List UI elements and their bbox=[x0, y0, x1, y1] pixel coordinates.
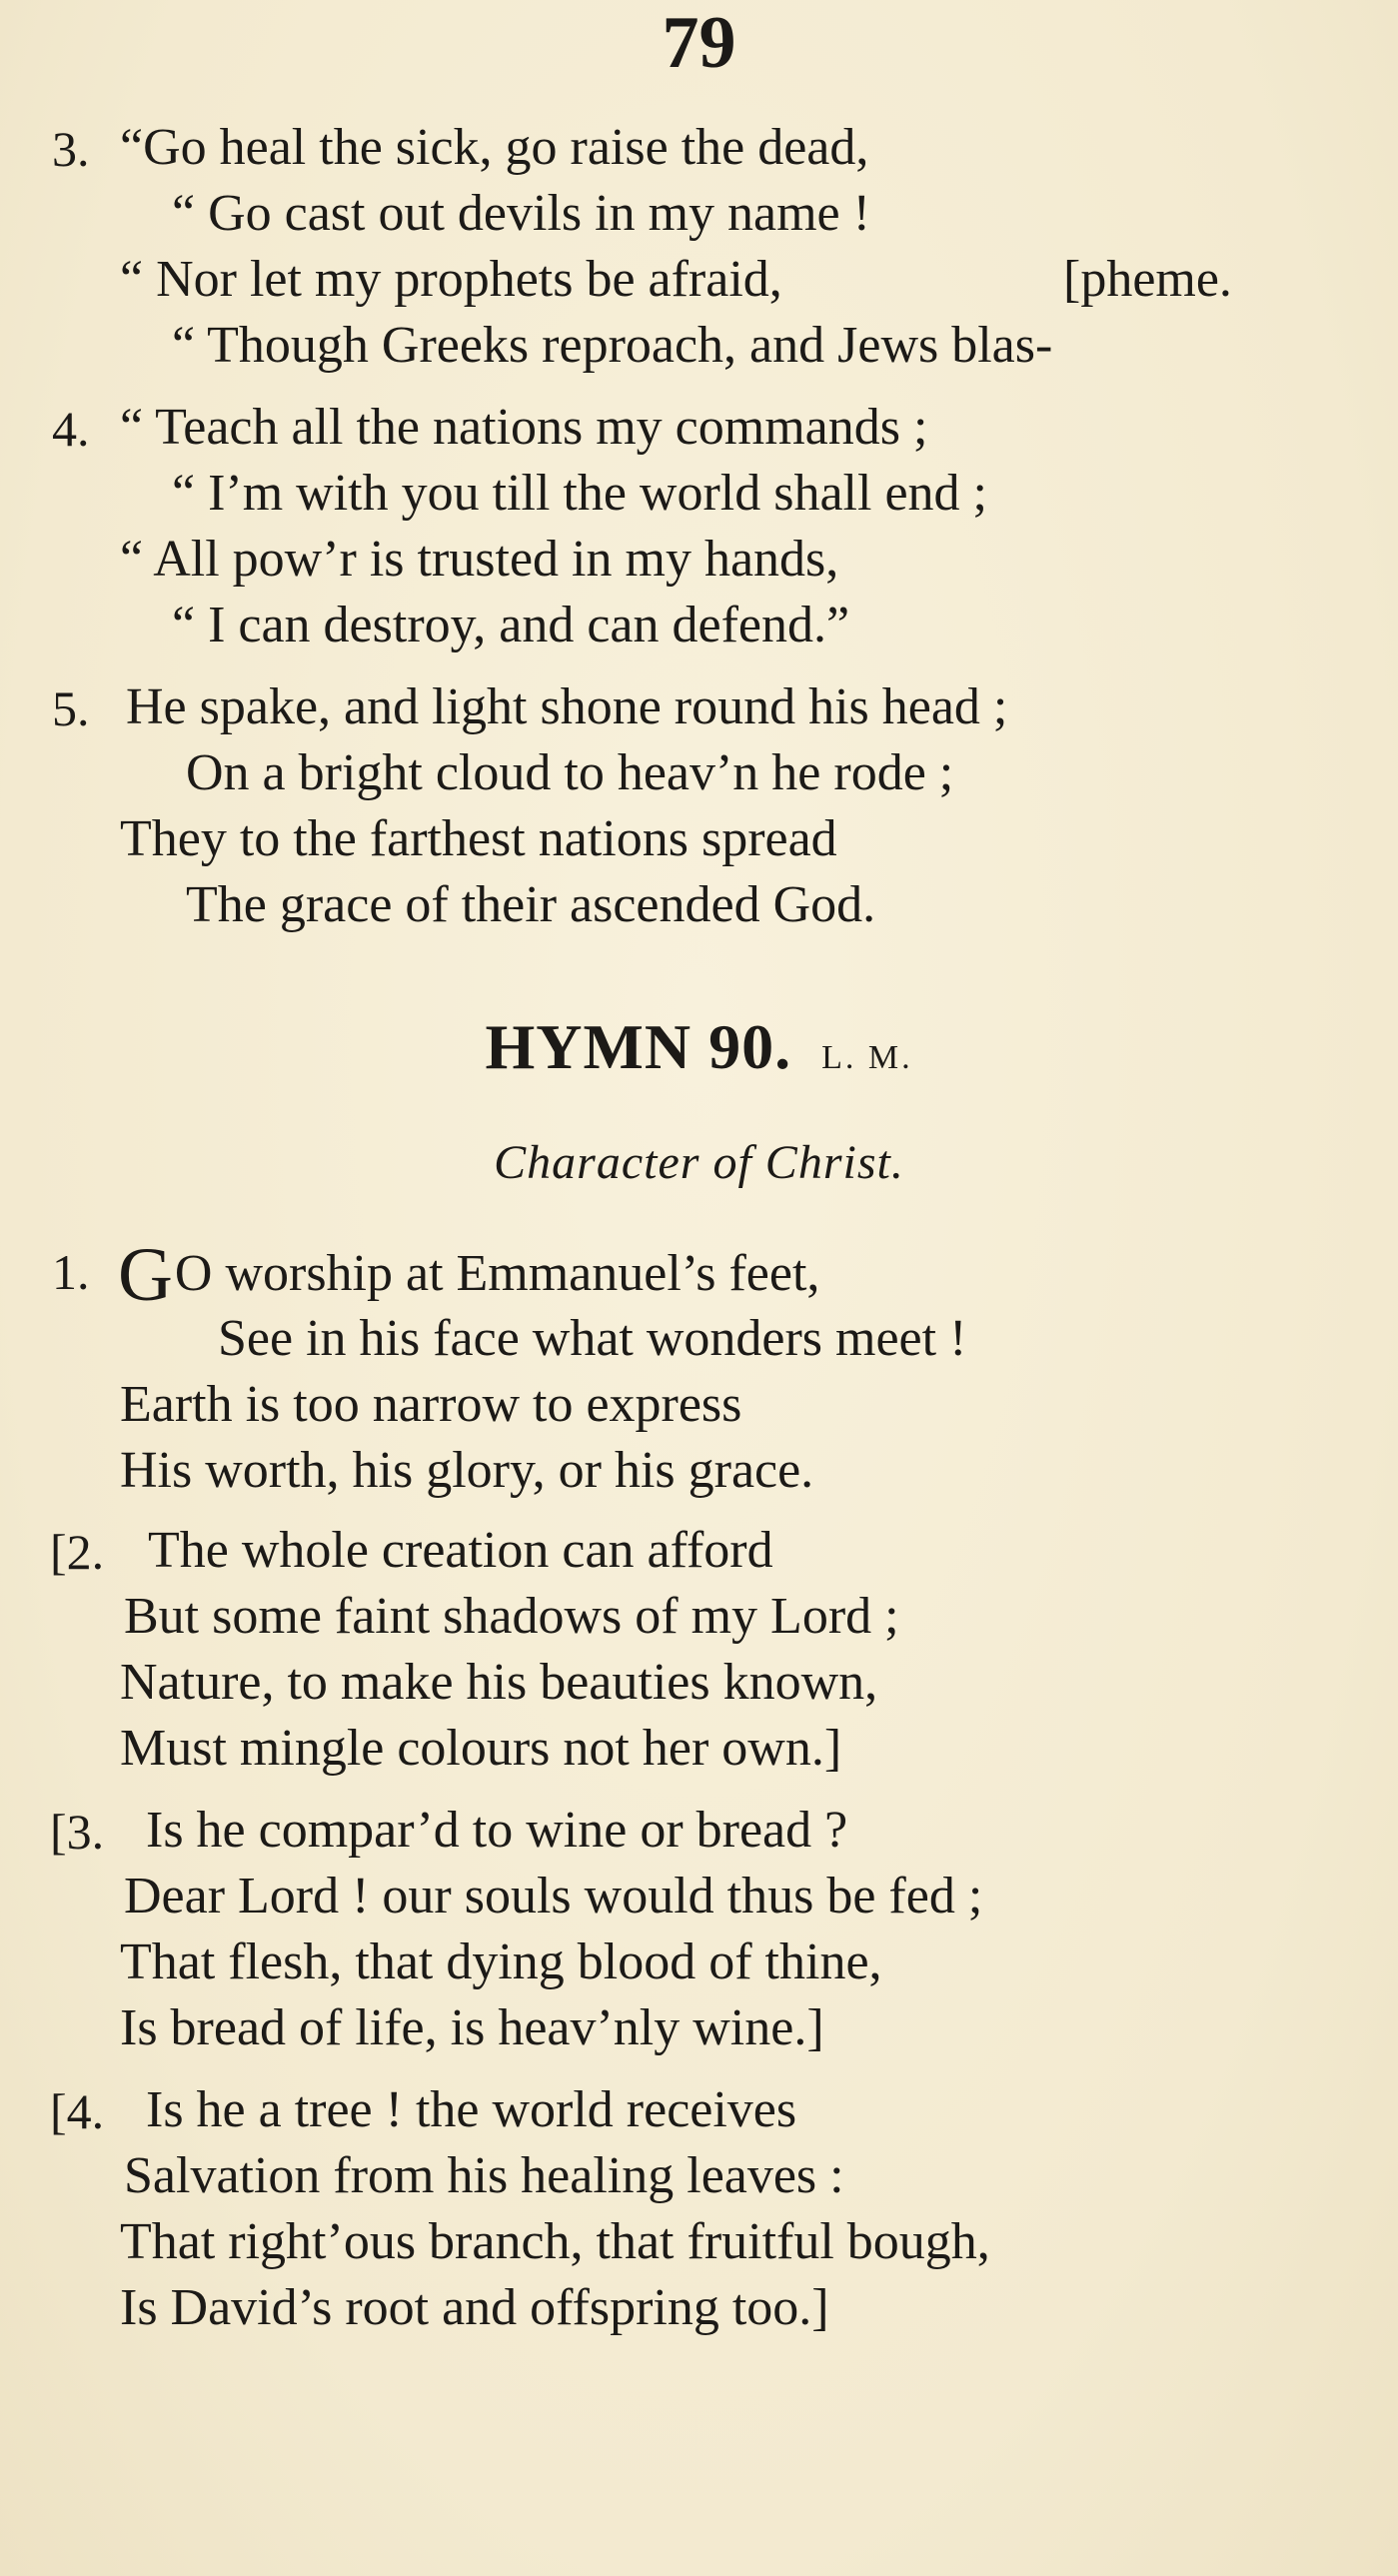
stanza-number: 3. bbox=[52, 121, 90, 177]
verse-line: “ Though Greeks reproach, and Jews blas- bbox=[172, 317, 1053, 374]
verse-line: He spake, and light shone round his head ; bbox=[126, 678, 1008, 735]
hymn-number: HYMN 90. bbox=[485, 1011, 792, 1082]
verse-line: Is he a tree ! the world receives bbox=[146, 2081, 797, 2138]
verse-line: They to the farthest nations spread bbox=[120, 810, 837, 867]
verse-line: The grace of their ascended God. bbox=[186, 876, 876, 933]
verse-line: See in his face what wonders meet ! bbox=[218, 1310, 967, 1367]
verse-line: “ All pow’r is trusted in my hands, bbox=[120, 531, 839, 588]
stanza-number: [4. bbox=[50, 2083, 105, 2139]
stanza-number: 5. bbox=[52, 680, 90, 736]
stanza-number: 1. bbox=[52, 1244, 90, 1300]
verse-line: Salvation from his healing leaves : bbox=[124, 2147, 844, 2204]
verse-line: But some faint shadows of my Lord ; bbox=[124, 1588, 899, 1645]
stanza-number: [3. bbox=[50, 1804, 105, 1860]
drop-cap: G bbox=[118, 1233, 173, 1317]
verse-line: On a bright cloud to heav’n he rode ; bbox=[186, 744, 954, 801]
verse-line: His worth, his glory, or his grace. bbox=[120, 1442, 814, 1499]
verse-line: Is he compar’d to wine or bread ? bbox=[146, 1802, 848, 1859]
verse-line: Is bread of life, is heav’nly wine.] bbox=[120, 1999, 824, 2056]
stanza-number: 4. bbox=[52, 401, 90, 457]
verse-line: Nature, to make his beauties known, bbox=[120, 1654, 878, 1711]
verse-line: The whole creation can afford bbox=[148, 1522, 773, 1579]
verse-line: “ Go cast out devils in my name ! bbox=[172, 185, 870, 242]
verse-line: Dear Lord ! our souls would thus be fed ; bbox=[124, 1868, 983, 1925]
hymn-meter: L. M. bbox=[821, 1039, 913, 1076]
verse-line: “ I’m with you till the world shall end ; bbox=[172, 465, 987, 522]
page-number: 79 bbox=[662, 2, 736, 84]
verse-line: “ I can destroy, and can defend.” bbox=[172, 597, 850, 653]
stanza-number: [2. bbox=[50, 1524, 105, 1580]
hymn-title bbox=[0, 1011, 1398, 1082]
verse-turnover: [pheme. bbox=[1063, 251, 1232, 308]
verse-line: “Go heal the sick, go raise the dead, bbox=[120, 119, 869, 176]
verse-line: Earth is too narrow to express bbox=[120, 1376, 742, 1433]
verse-line: Is David’s root and offspring too.] bbox=[120, 2279, 829, 2336]
verse-line: That flesh, that dying blood of thine, bbox=[120, 1933, 882, 1990]
hymn-subtitle: Character of Christ. bbox=[494, 1136, 904, 1189]
verse-line-text: O worship at Emmanuel’s feet, bbox=[174, 1245, 820, 1302]
verse-line-first bbox=[118, 1233, 820, 1317]
verse-line: That right’ous branch, that fruitful bough, bbox=[120, 2213, 990, 2270]
verse-line: Must mingle colours not her own.] bbox=[120, 1720, 842, 1777]
verse-line: “ Nor let my prophets be afraid, bbox=[120, 251, 782, 308]
verse-line: “ Teach all the nations my commands ; bbox=[120, 399, 928, 456]
